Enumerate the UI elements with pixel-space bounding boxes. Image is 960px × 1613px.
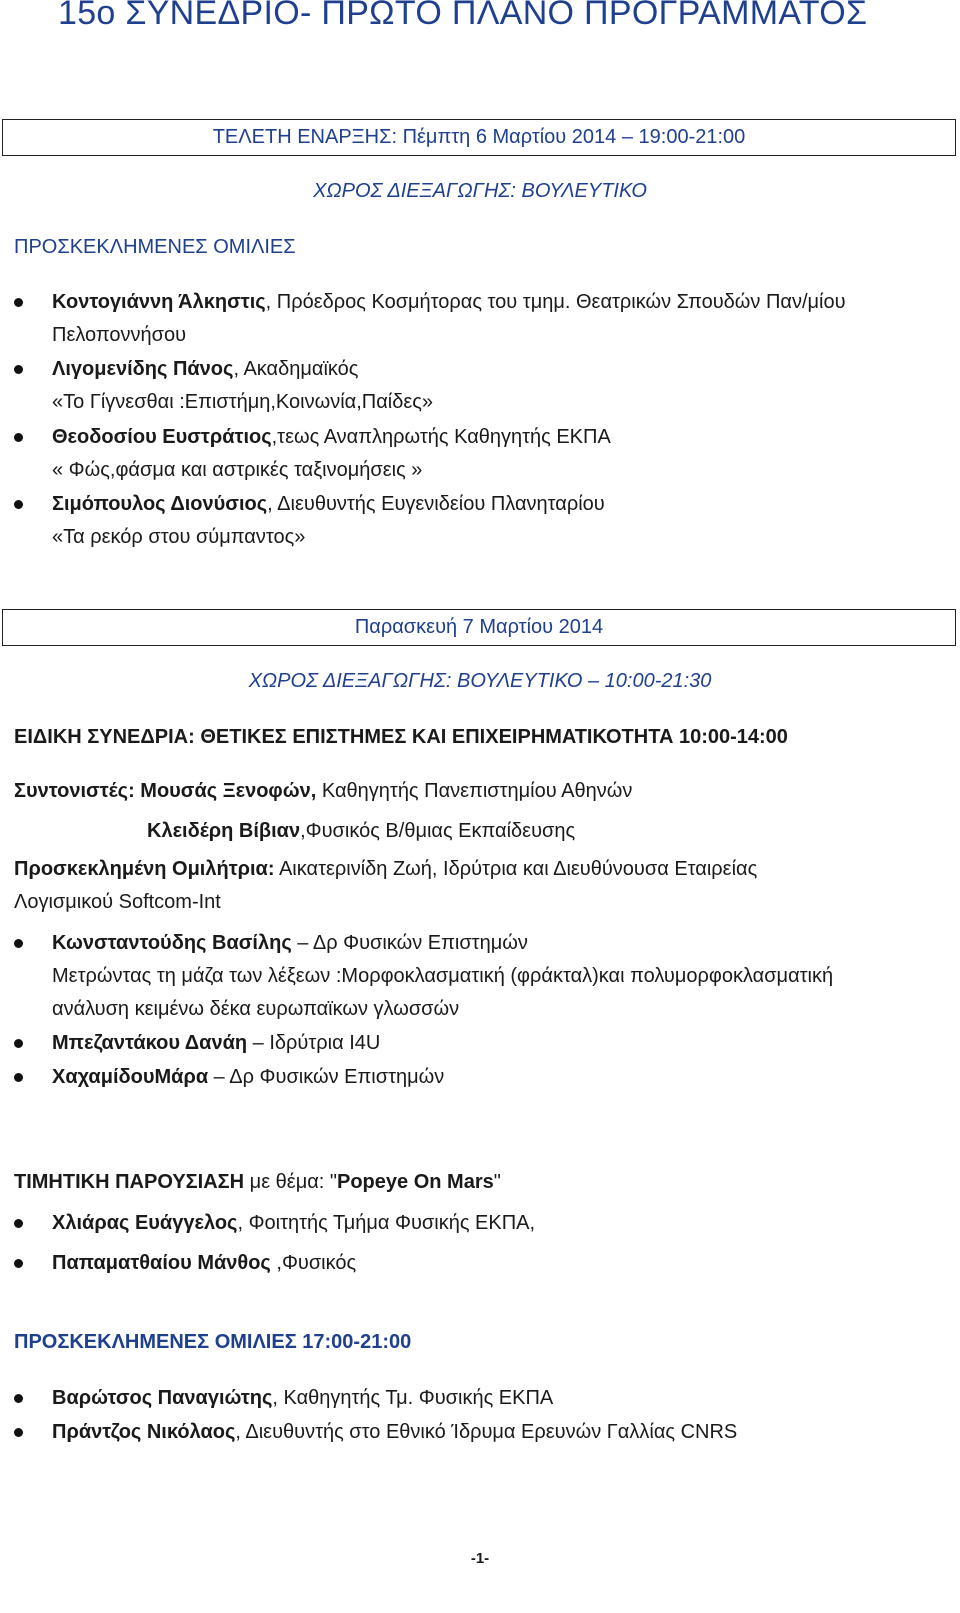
speaker-name: Σιμόπουλος Διονύσιος (52, 493, 268, 515)
invited-desc: Αικατερινίδη Ζωή, Ιδρύτρια και Διευθύνουσα Εταιρείας (274, 858, 758, 880)
list-item-text (52, 285, 846, 319)
speaker-desc: , Φοιτητής Τμήμα Φυσικής ΕΚΠΑ, (237, 1212, 536, 1234)
friday-date-box: Παρασκευή 7 Μαρτίου 2014 (2, 609, 956, 646)
invited-label: Προσκεκλημένη Ομιλήτρια: (14, 858, 275, 880)
talk-title: Μετρώντας τη μάζα των λέξεων :Μορφοκλασματική (φράκταλ)και πολυμορφοκλασματική (52, 965, 834, 987)
special-session-heading: ΕΙΔΙΚΗ ΣΥΝΕΔΡΙΑ: ΘΕΤΙΚΕΣ ΕΠΙΣΤΗΜΕΣ ΚΑΙ ΕΠΙΧΕΙΡΗΜΑΤΙΚΟΤΗΤΑ 10:00-14:00 (14, 726, 788, 748)
opening-venue: ΧΩΡΟΣ ΔΙΕΞΑΓΩΓΗΣ: ΒΟΥΛΕΥΤΙΚΟ (313, 180, 647, 202)
friday-venue: ΧΩΡΟΣ ΔΙΕΞΑΓΩΓΗΣ: ΒΟΥΛΕΥΤΙΚΟ – 10:00-21:30 (248, 670, 712, 692)
speaker-desc: , Διευθυντής Ευγενιδείου Πλανηταρίου (267, 493, 605, 515)
speaker-desc: – Δρ Φυσικών Επιστημών (291, 932, 528, 954)
opening-ceremony-box: ΤΕΛΕΤΗ ΕΝΑΡΞΗΣ: Πέμπτη 6 Μαρτίου 2014 – 19:00-21:00 (2, 119, 956, 156)
talk-title: «Το Γίγνεσθαι :Επιστήμη,Κοινωνία,Παίδες» (52, 391, 434, 413)
coordinator-2 (147, 814, 575, 848)
speaker-desc: – Ιδρύτρια I4U (247, 1032, 381, 1054)
list-item-text (52, 1026, 380, 1060)
list-item-text (52, 1246, 356, 1280)
talk-title: « Φώς,φάσμα και αστρικές ταξινομήσεις » (52, 459, 423, 481)
list-item-text (52, 1060, 444, 1094)
speaker-desc: , Πρόεδρος Κοσμήτορας του τμημ. Θεατρικών Σπουδών Παν/μίου (265, 291, 846, 313)
tribute-topic: Popeye On Mars (337, 1171, 494, 1193)
talk-title: «Τα ρεκόρ στου σύμπαντος» (52, 526, 306, 548)
invited-talks-heading: ΠΡΟΣΚΕΚΛΗΜΕΝΕΣ ΟΜΙΛΙΕΣ (14, 236, 296, 258)
tribute-end: " (493, 1171, 501, 1193)
tribute-mid: με θέμα: " (244, 1171, 337, 1193)
coordinator-desc: Καθηγητής Πανεπιστημίου Αθηνών (316, 780, 633, 802)
speaker-desc: , Διευθυντής στο Εθνικό Ίδρυμα Ερευνών Γαλλίας CNRS (235, 1421, 738, 1443)
speaker-name: Λιγομενίδης Πάνος (52, 358, 234, 380)
list-item-text (52, 926, 528, 960)
speaker-name: Θεοδοσίου Ευστράτιος (52, 426, 272, 448)
coordinators (14, 774, 632, 808)
tribute-heading (14, 1165, 501, 1199)
speaker-name: ΧαχαμίδουΜάρα (52, 1066, 209, 1088)
speaker-desc: ,τεως Αναπληρωτής Καθηγητής ΕΚΠΑ (271, 426, 611, 448)
speaker-name: Βαρώτσος Παναγιώτης (52, 1387, 273, 1409)
speaker-detail: Πελοποννήσου (52, 324, 187, 346)
speaker-desc: – Δρ Φυσικών Επιστημών (208, 1066, 445, 1088)
coordinators-label: Συντονιστές: Μουσάς Ξενοφών, (14, 780, 317, 802)
invited-speaker (14, 852, 757, 886)
speaker-name: Χλιάρας Ευάγγελος (52, 1212, 238, 1234)
list-item-text (52, 487, 605, 521)
page-title: 15ο ΣΥΝΕΔΡΙΟ- ΠΡΩΤΟ ΠΛΑΝΟ ΠΡΟΓΡΑΜΜΑΤΟΣ (58, 0, 868, 32)
list-item-text (52, 1381, 553, 1415)
evening-talks-heading: ΠΡΟΣΚΕΚΛΗΜΕΝΕΣ ΟΜΙΛΙΕΣ 17:00-21:00 (14, 1331, 412, 1353)
speaker-desc: ,Φυσικός (270, 1252, 357, 1274)
tribute-label: ΤΙΜΗΤΙΚΗ ΠΑΡΟΥΣΙΑΣΗ (14, 1171, 245, 1193)
speaker-name: Παπαματθαίου Μάνθος (52, 1252, 271, 1274)
talk-title-cont: ανάλυση κειμένω δέκα ευρωπαϊκων γλωσσών (52, 998, 460, 1020)
coordinator-name: Κλειδέρη Βίβιαν (147, 820, 301, 842)
page-number: -1- (470, 1550, 490, 1567)
invited-desc-cont: Λογισμικού Softcom-Int (14, 891, 221, 913)
list-item-text (52, 1206, 535, 1240)
speaker-name: Κωνσταντούδης Βασίλης (52, 932, 292, 954)
list-item-text (52, 420, 611, 454)
coordinator-desc: ,Φυσικός Β/θμιας Εκπαίδευσης (300, 820, 576, 842)
speaker-name: Μπεζαντάκου Δανάη (52, 1032, 248, 1054)
speaker-desc: , Καθηγητής Τμ. Φυσικής ΕΚΠΑ (272, 1387, 554, 1409)
list-item-text (52, 352, 358, 386)
speaker-name: Πράντζος Νικόλαος (52, 1421, 236, 1443)
speaker-name: Κοντογιάννη Άλκηστις (52, 291, 266, 313)
list-item-text (52, 1415, 737, 1449)
speaker-desc: , Ακαδημαϊκός (233, 358, 359, 380)
